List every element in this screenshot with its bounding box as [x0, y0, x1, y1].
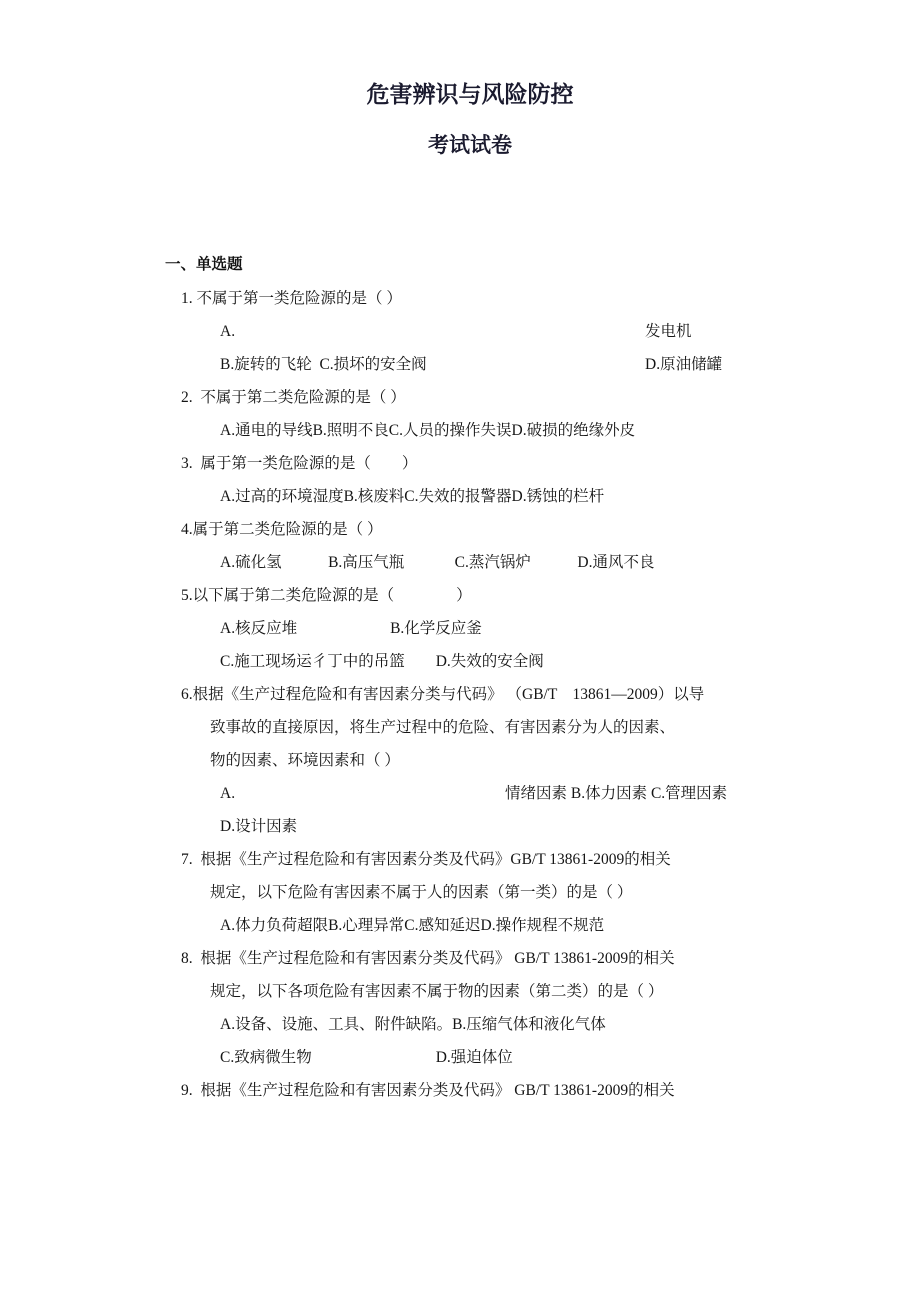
question-6-option-line: D.设计因素 [220, 818, 298, 835]
question-8-stem: 8. 根据《生产过程危险和有害因素分类及代码》 GB/T 13861-2009的相关 [181, 950, 675, 967]
question-6-stem: 6.根据《生产过程危险和有害因素分类与代码》 （GB/T 13861—2009）以导 [181, 686, 705, 703]
question-4-option-line: A.硫化氢 B.高压气瓶 C.蒸汽锅炉 D.通风不良 [220, 554, 655, 571]
option-text: D.原油储罐 [645, 356, 723, 373]
question-4-stem: 4.属于第二类危险源的是（ ） [181, 521, 383, 538]
question-8-option-line: A.设备、设施、工具、附件缺陷。B.压缩气体和液化气体 [220, 1016, 606, 1033]
question-8-stem-continued: 规定，以下各项危险有害因素不属于物的因素（第二类）的是（ ） [210, 983, 664, 1000]
question-5-option-line: C.施工现场运彳丁中的吊篮 D.失效的安全阀 [220, 653, 544, 670]
doc-title: 危害辨识与风险防控 [366, 82, 574, 107]
option-text: B.旋转的飞轮 C.损坏的安全阀 [220, 356, 427, 373]
question-6 [165, 685, 775, 837]
doc-subtitle: 考试试卷 [428, 133, 512, 157]
question-1-option-line [220, 355, 775, 375]
question-5-option-line: A.核反应堆 B.化学反应釜 [220, 620, 482, 637]
question-1 [165, 289, 775, 375]
question-2-option-line: A.通电的导线B.照明不良C.人员的操作失误D.破损的绝缘外皮 [220, 422, 636, 439]
question-3-stem: 3. 属于第一类危险源的是（ ） [181, 455, 418, 472]
question-1-option-line [220, 322, 775, 342]
question-5 [165, 586, 775, 672]
question-1-stem: 1. 不属于第一类危险源的是（ ） [181, 290, 402, 307]
question-6-option-line [220, 784, 775, 804]
question-8-option-line: C.致病微生物 D.强迫体位 [220, 1049, 513, 1066]
section-heading: 一、单选题 [165, 256, 243, 273]
question-4 [165, 520, 775, 573]
question-3-option-line: A.过高的环境湿度B.核废料C.失效的报警器D.锈蚀的栏杆 [220, 488, 605, 505]
question-8 [165, 949, 775, 1068]
question-7 [165, 850, 775, 936]
question-7-stem: 7. 根据《生产过程危险和有害因素分类及代码》GB/T 13861-2009的相关 [181, 851, 671, 868]
question-2 [165, 388, 775, 441]
question-9-stem: 9. 根据《生产过程危险和有害因素分类及代码》 GB/T 13861-2009的相关 [181, 1082, 675, 1099]
option-text: A. [220, 785, 236, 802]
question-6-stem-continued: 致事故的直接原因，将生产过程中的危险、有害因素分为人的因素、 [210, 719, 676, 736]
question-6-stem-continued: 物的因素、环境因素和（ ） [210, 752, 400, 769]
question-2-stem: 2. 不属于第二类危险源的是（ ） [181, 389, 406, 406]
option-text: 发电机 [645, 323, 692, 340]
question-3 [165, 454, 775, 507]
question-7-option-line: A.体力负荷超限B.心理异常C.感知延迟D.操作规程不规范 [220, 917, 605, 934]
question-9 [165, 1081, 775, 1101]
question-5-stem: 5.以下属于第二类危险源的是（ ） [181, 587, 472, 604]
question-7-stem-continued: 规定，以下危险有害因素不属于人的因素（第一类）的是（ ） [210, 884, 633, 901]
option-text: A. [220, 323, 236, 340]
option-text: 情绪因素 B.体力因素 C.管理因素 [505, 785, 728, 802]
